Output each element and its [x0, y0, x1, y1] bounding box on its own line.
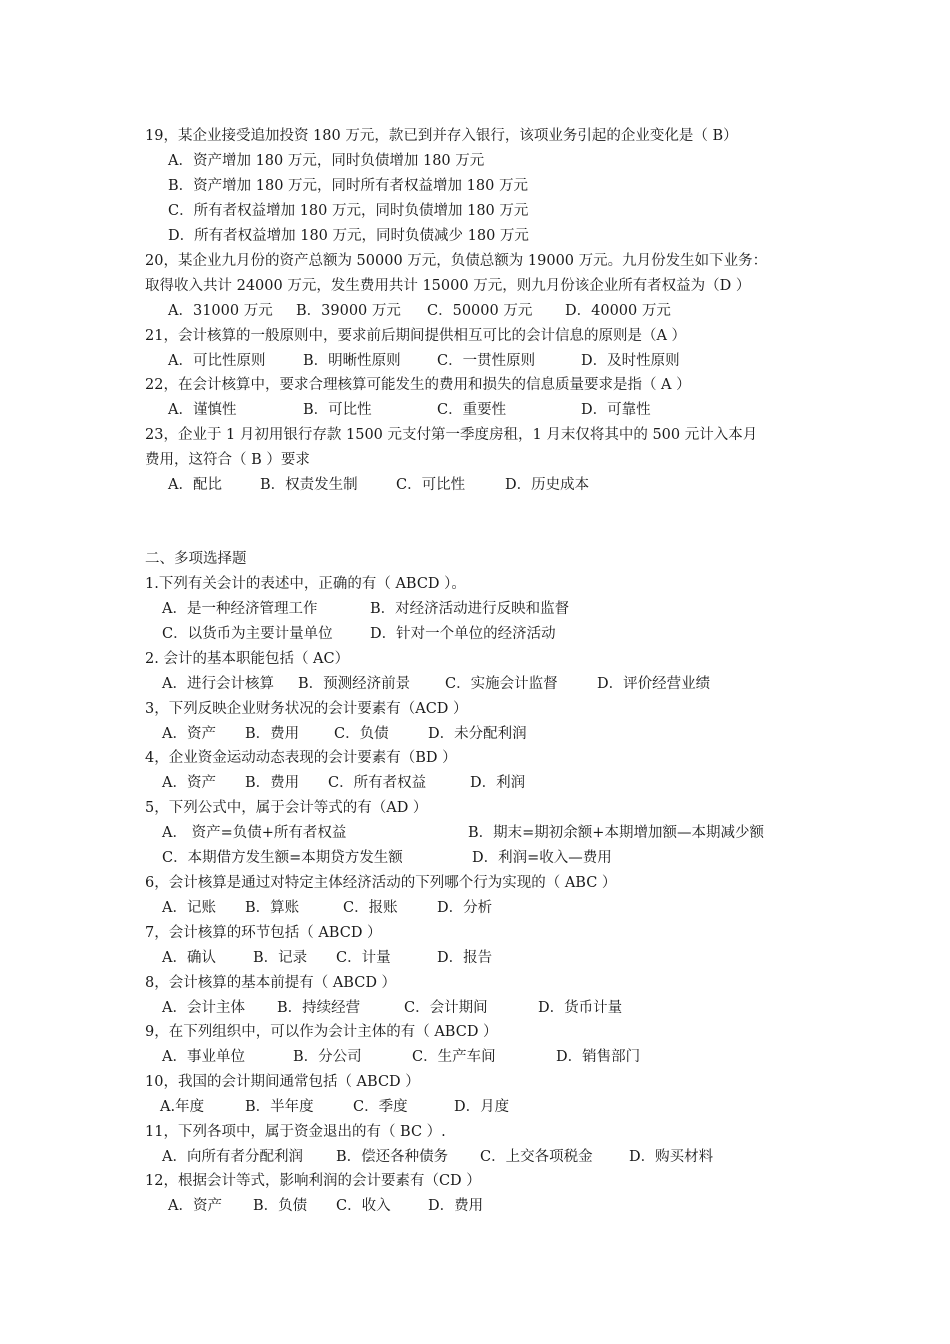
mq-4-option-a: A．资产 — [162, 775, 216, 791]
mq-4-stem: 4，企业资金运动动态表现的会计要素有（BD ） — [145, 750, 457, 766]
mq-11-option-d: D．购买材料 — [629, 1149, 714, 1165]
mq-12-stem: 12，根据会计等式，影响利润的会计要素有（CD ） — [145, 1173, 481, 1189]
question-19-option-c: C．所有者权益增加 180 万元，同时负债增加 180 万元 — [168, 203, 529, 219]
mq-6-option-c: C．报账 — [343, 900, 398, 916]
mq-5-option-d: D．利润=收入—费用 — [472, 850, 612, 866]
mq-7-stem: 7，会计核算的环节包括（ ABCD ） — [145, 925, 382, 941]
question-20-option-d: D．40000 万元 — [565, 303, 671, 319]
mq-10-option-b: B．半年度 — [245, 1099, 314, 1115]
mq-8-option-b: B．持续经营 — [277, 1000, 361, 1016]
mq-3-stem: 3，下列反映企业财务状况的会计要素有（ACD ） — [145, 701, 468, 717]
question-21-option-b: B．明晰性原则 — [303, 353, 401, 369]
mq-9-stem: 9，在下列组织中，可以作为会计主体的有（ ABCD ） — [145, 1024, 498, 1040]
question-20-stem-line1: 20，某企业九月份的资产总额为 50000 万元，负债总额为 19000 万元。九月份发生如下业务： — [145, 253, 768, 269]
mq-3-option-c: C．负债 — [334, 726, 389, 742]
question-19-option-d: D．所有者权益增加 180 万元，同时负债减少 180 万元 — [168, 228, 529, 244]
question-21-options — [0, 349, 950, 374]
mq-10-option-d: D．月度 — [454, 1099, 510, 1115]
section-heading: 二、多项选择题 — [145, 551, 247, 567]
mq-12-option-c: C．收入 — [336, 1198, 391, 1214]
mq-10-options — [0, 1095, 950, 1120]
mq-2-options — [0, 672, 950, 697]
question-22-options — [0, 398, 950, 423]
question-20-stem-line2: 取得收入共计 24000 万元，发生费用共计 15000 万元，则九月份该企业所有者权益为（D ） — [145, 278, 751, 294]
mq-1-option-d: D．针对一个单位的经济活动 — [370, 626, 556, 642]
mq-7-options — [0, 946, 950, 971]
mq-7-option-c: C．计量 — [336, 950, 391, 966]
mq-2-stem: 2. 会计的基本职能包括（ AC） — [145, 651, 350, 667]
mq-3-option-b: B．费用 — [245, 726, 300, 742]
mq-10-stem: 10，我国的会计期间通常包括（ ABCD ） — [145, 1074, 420, 1090]
mq-1-option-a: A．是一种经济管理工作 — [162, 601, 318, 617]
mq-12-option-d: D．费用 — [428, 1198, 484, 1214]
mq-12-option-b: B．负债 — [253, 1198, 308, 1214]
question-20-option-a: A．31000 万元 — [168, 303, 273, 319]
mq-11-options — [0, 1145, 950, 1170]
mq-9-option-c: C．生产车间 — [412, 1049, 496, 1065]
question-23-stem-line1: 23，企业于 1 月初用银行存款 1500 元支付第一季度房租，1 月末仅将其中的 500 元计入本月 — [145, 427, 758, 443]
mq-4-option-d: D．利润 — [470, 775, 526, 791]
mq-9-option-d: D．销售部门 — [556, 1049, 641, 1065]
mq-7-option-a: A．确认 — [162, 950, 216, 966]
question-23-options — [0, 473, 950, 498]
mq-10-option-a: A.年度 — [160, 1099, 205, 1115]
question-21-option-a: A．可比性原则 — [168, 353, 266, 369]
mq-9-options — [0, 1045, 950, 1070]
mq-8-options — [0, 996, 950, 1021]
question-22-option-c: C．重要性 — [437, 402, 507, 418]
mq-8-option-d: D．货币计量 — [538, 1000, 623, 1016]
mq-2-option-b: B．预测经济前景 — [298, 676, 411, 692]
mq-2-option-a: A．进行会计核算 — [162, 676, 274, 692]
question-21-option-c: C．一贯性原则 — [437, 353, 536, 369]
mq-3-option-a: A．资产 — [162, 726, 216, 742]
question-19-stem: 19，某企业接受追加投资 180 万元，款已到并存入银行，该项业务引起的企业变化是（ B） — [145, 128, 738, 144]
mq-5-stem: 5，下列公式中，属于会计等式的有（AD ） — [145, 800, 428, 816]
mq-4-option-b: B．费用 — [245, 775, 300, 791]
mq-9-option-a: A．事业单位 — [162, 1049, 245, 1065]
question-21-option-d: D．及时性原则 — [581, 353, 680, 369]
mq-5-option-b: B．期末=期初余额+本期增加额—本期减少额 — [468, 825, 764, 841]
mq-1-option-c: C．以货币为主要计量单位 — [162, 626, 333, 642]
question-23-option-c: C．可比性 — [396, 477, 466, 493]
mq-1-options-row1 — [0, 597, 950, 622]
question-23-stem-line2: 费用，这符合（ B ）要求 — [145, 452, 310, 468]
question-19-option-b: B．资产增加 180 万元，同时所有者权益增加 180 万元 — [168, 178, 528, 194]
mq-5-options-row1 — [0, 821, 950, 846]
mq-12-option-a: A．资产 — [168, 1198, 222, 1214]
mq-11-option-a: A．向所有者分配利润 — [162, 1149, 303, 1165]
mq-6-stem: 6，会计核算是通过对特定主体经济活动的下列哪个行为实现的（ ABC ） — [145, 875, 617, 891]
question-22-option-b: B．可比性 — [303, 402, 372, 418]
mq-3-option-d: D．未分配利润 — [428, 726, 527, 742]
mq-8-option-a: A．会计主体 — [162, 1000, 245, 1016]
mq-8-option-c: C．会计期间 — [404, 1000, 488, 1016]
mq-4-options — [0, 771, 950, 796]
mq-1-option-b: B．对经济活动进行反映和监督 — [370, 601, 570, 617]
mq-8-stem: 8，会计核算的基本前提有（ ABCD ） — [145, 975, 397, 991]
mq-5-options-row2 — [0, 846, 950, 871]
mq-1-stem: 1.下列有关会计的表述中，正确的有（ ABCD ）。 — [145, 576, 466, 592]
mq-2-option-d: D．评价经营业绩 — [597, 676, 711, 692]
mq-12-options — [0, 1194, 950, 1219]
question-20-option-b: B．39000 万元 — [296, 303, 401, 319]
mq-5-option-a: A． 资产=负债+所有者权益 — [162, 825, 347, 841]
mq-3-options — [0, 722, 950, 747]
question-20-option-c: C．50000 万元 — [427, 303, 533, 319]
question-23-option-d: D．历史成本 — [505, 477, 590, 493]
mq-9-option-b: B．分公司 — [293, 1049, 362, 1065]
mq-11-option-b: B．偿还各种债务 — [336, 1149, 449, 1165]
mq-4-option-c: C．所有者权益 — [328, 775, 427, 791]
question-22-option-a: A．谨慎性 — [168, 402, 237, 418]
mq-6-options — [0, 896, 950, 921]
mq-1-options-row2 — [0, 622, 950, 647]
question-23-option-b: B．权责发生制 — [260, 477, 358, 493]
question-23-option-a: A．配比 — [168, 477, 222, 493]
question-19-option-a: A．资产增加 180 万元，同时负债增加 180 万元 — [168, 153, 485, 169]
mq-2-option-c: C．实施会计监督 — [445, 676, 558, 692]
question-22-stem: 22，在会计核算中，要求合理核算可能发生的费用和损失的信息质量要求是指（ A ） — [145, 377, 691, 393]
mq-5-option-c: C．本期借方发生额=本期贷方发生额 — [162, 850, 403, 866]
mq-7-option-d: D．报告 — [437, 950, 493, 966]
mq-11-option-c: C．上交各项税金 — [480, 1149, 593, 1165]
mq-11-stem: 11，下列各项中，属于资金退出的有（ BC ）. — [145, 1124, 446, 1140]
question-21-stem: 21，会计核算的一般原则中，要求前后期间提供相互可比的会计信息的原则是（A ） — [145, 328, 687, 344]
mq-6-option-d: D．分析 — [437, 900, 493, 916]
mq-10-option-c: C．季度 — [353, 1099, 408, 1115]
question-20-options — [0, 299, 950, 324]
mq-7-option-b: B．记录 — [253, 950, 308, 966]
question-22-option-d: D．可靠性 — [581, 402, 651, 418]
mq-6-option-a: A．记账 — [162, 900, 216, 916]
mq-6-option-b: B．算账 — [245, 900, 300, 916]
